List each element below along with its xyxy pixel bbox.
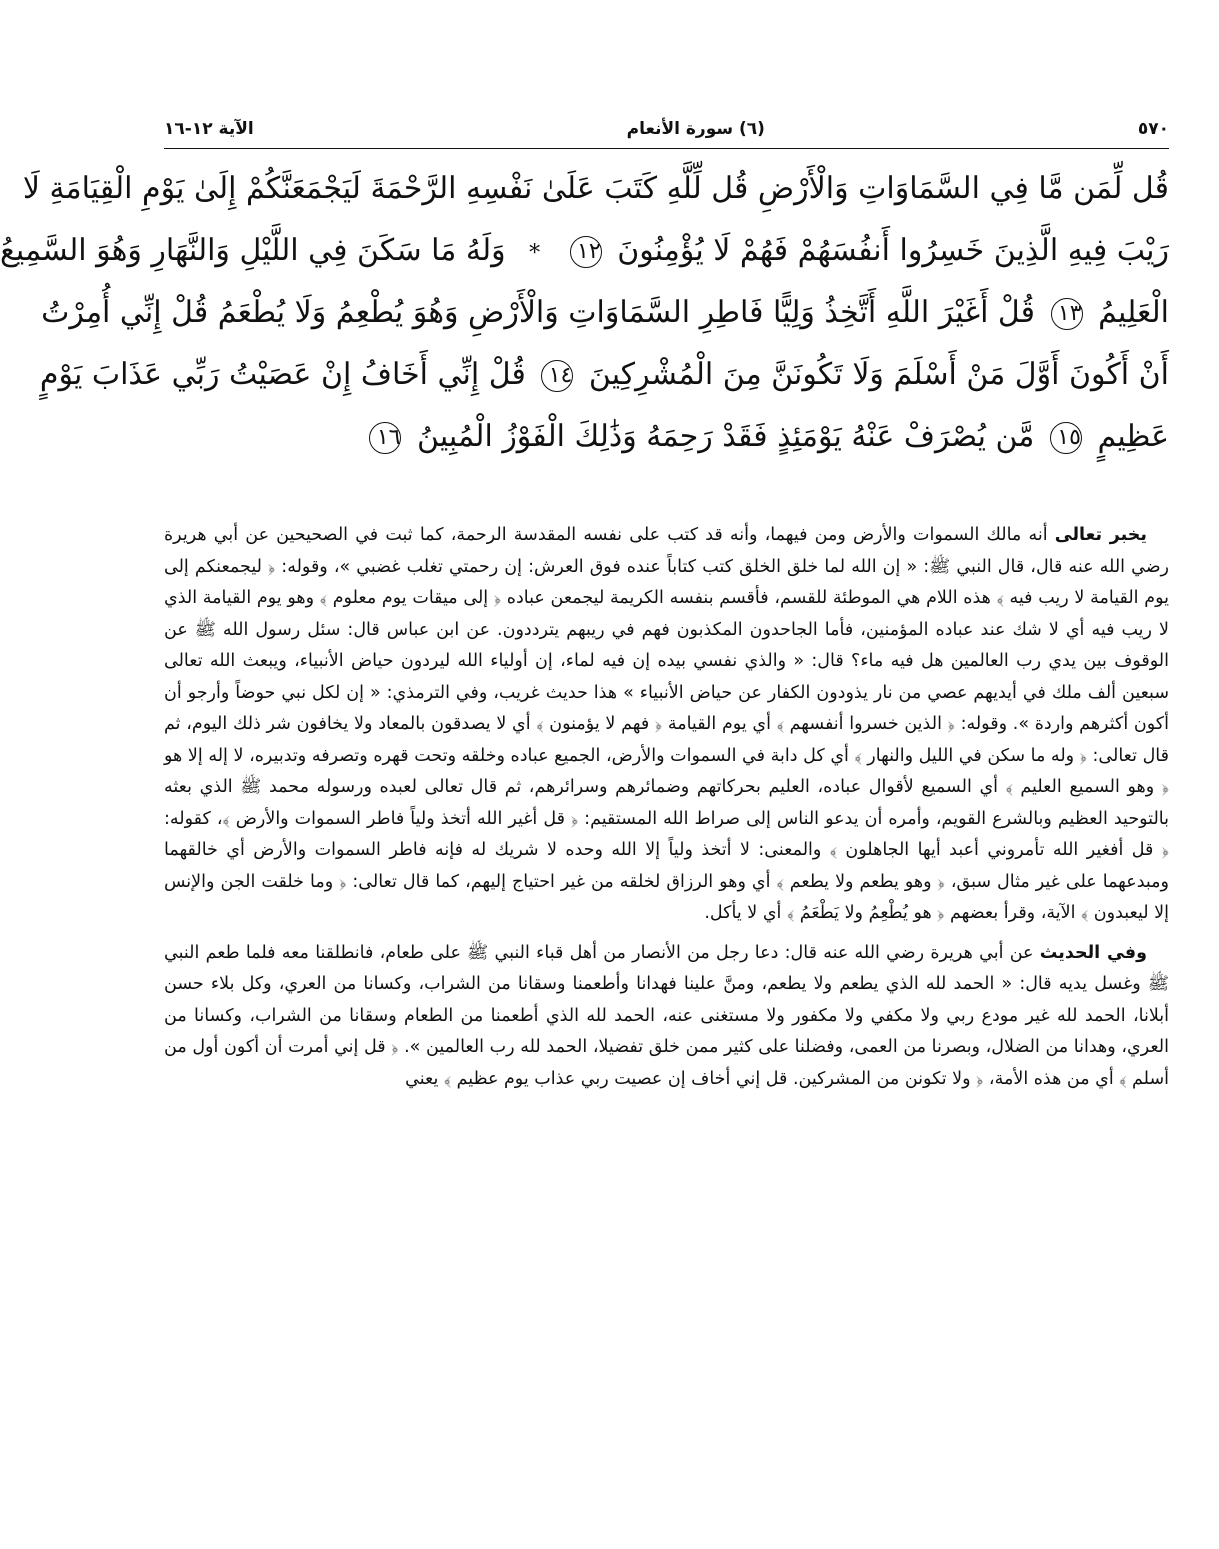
verse-text: قُلْ أَغَيْرَ اللَّهِ أَتَّخِذُ وَلِيًّا فَاطِرِ السَّمَاوَاتِ وَالْأَرْضِ وَهُوَ يُطْعِمُ وَلَا يُطْعَمُ قُلْ إِنِّي أُمِرْتُ [41,295,1035,330]
paragraph-lead: وفي الحديث [1039,942,1147,963]
commentary-paragraph [164,938,1169,1096]
verse-line-2 [0,220,1169,282]
verse-text: وَلَهُ مَا سَكَنَ فِي اللَّيْلِ وَالنَّهَارِ وَهُوَ السَّمِيعُ [0,233,506,268]
paragraph-lead: يخبر تعالى [1054,525,1147,545]
verse-range: الآية ١٢-١٦ [164,119,254,139]
page-header [164,112,1169,146]
quran-verses-block [0,158,1169,468]
section-star-icon: * [529,241,541,266]
verse-line-1 [22,158,1169,220]
verse-text: عَظِيمٍ [1097,419,1169,454]
verse-line-5 [164,406,1169,468]
commentary-paragraph [164,520,1169,930]
tafsir-commentary [164,520,1169,1103]
surah-title: (٦) سورة الأنعام [626,119,765,139]
verse-text: قُل لِّمَن مَّا فِي السَّمَاوَاتِ وَالْأَرْضِ قُل لِّلَّهِ كَتَبَ عَلَىٰ نَفْسِهِ الرَّحْمَةَ لَيَجْمَعَنَّكُمْ إِلَىٰ يَوْمِ الْقِيَامَةِ لَا [22,171,1169,206]
ayah-number-marker: ١٢ [570,236,602,268]
paragraph-text: أنه مالك السموات والأرض ومن فيهما، وأنه قد كتب على نفسه المقدسة الرحمة، كما ثبت في الصحيحين عن أبي هريرة رضي الله عنه قال، قال النبي ﷺ: « إن الله لما خلق الخلق كتب كتاباً عنده فوق العرش: إن رحمتي تغلب غضبي »، وقوله: ﴿ ليجمعنكم إلى يوم القيامة لا ريب فيه ﴾ هذه اللام هي الموطئة للقسم، فأقسم بنفسه الكريمة ليجمعن عباده ﴿ إلى ميقات يوم معلوم ﴾ وهو يوم القيامة الذي لا ريب فيه أي لا شك عند عباده المؤمنين، فأما الجاحدون المكذبون فهم في ريبهم يترددون. عن ابن عباس قال: سئل رسول الله ﷺ عن الوقوف بين يدي رب العالمين هل فيه ماء؟ قال: « والذي نفسي بيده إن فيه لماء، إن أولياء الله ليردون حياض الأنبياء، ويبعث الله تعالى سبعين ألف ملك في أيديهم عصي من نار يذودون الكفار عن حياض الأنبياء » هذا حديث غريب، وفي الترمذي: « إن لكل نبي حوضاً وأرجو أن أكون أكثرهم واردة ». وقوله: ﴿ الذين خسروا أنفسهم ﴾ أي يوم القيامة ﴿ فهم لا يؤمنون ﴾ أي لا يصدقون بالمعاد ولا يخافون شر ذلك اليوم، ثم قال تعالى: ﴿ وله ما سكن في الليل والنهار ﴾ أي كل دابة في السموات والأرض، الجميع عباده وخلقه وتحت قهره وتصرفه وتدبيره، لا إله إلا هو ﴿ وهو السميع العليم ﴾ أي السميع لأقوال عباده، العليم بحركاتهم وضمائرهم وسرائرهم، ثم قال تعالى لعبده ورسوله محمد ﷺ الذي بعثه بالتوحيد العظيم وبالشرع القويم، وأمره أن يدعو الناس إلى صراط الله المستقيم: ﴿ قل أغير الله أتخذ ولياً فاطر السموات والأرض ﴾، كقوله: ﴿ قل أفغير الله تأمروني أعبد أيها الجاهلون ﴾ والمعنى: لا أتخذ ولياً إلا الله وحده لا شريك له فإنه فاطر السموات والأرض أي خالقهما ومبدعهما على غير مثال سبق، ﴿ وهو يطعم ولا يطعم ﴾ أي وهو الرزاق لخلقه من غير احتياج إليهم، كما قال تعالى: ﴿ وما خلقت الجن والإنس إلا ليعبدون ﴾ الآية، وقرأ بعضهم ﴿ هو يُطْعِمُ ولا يَطْعَمُ ﴾ أي لا يأكل. [164,525,1169,923]
ayah-number-marker: ١٤ [541,360,573,392]
verse-text: أَنْ أَكُونَ أَوَّلَ مَنْ أَسْلَمَ وَلَا تَكُونَنَّ مِنَ الْمُشْرِكِينَ [588,357,1169,392]
verse-line-3 [41,282,1169,344]
ayah-number-marker: ١٦ [369,422,401,454]
ayah-number-marker: ١٣ [1051,298,1083,330]
verse-text: رَيْبَ فِيهِ الَّذِينَ خَسِرُوا أَنفُسَهُمْ فَهُمْ لَا يُؤْمِنُونَ [617,233,1169,268]
verse-text: مَّن يُصْرَفْ عَنْهُ يَوْمَئِذٍ فَقَدْ رَحِمَهُ وَذَٰلِكَ الْفَوْزُ الْمُبِينُ [417,419,1035,454]
header-divider [164,148,1169,149]
verse-text: قُلْ إِنِّي أَخَافُ إِنْ عَصَيْتُ رَبِّي عَذَابَ يَوْمٍ [39,357,526,392]
ayah-number-marker: ١٥ [1050,422,1082,454]
verse-text: الْعَلِيمُ [1098,295,1169,330]
verse-line-4 [39,344,1169,406]
page-number: ٥٧٠ [1137,119,1169,139]
paragraph-text: عن أبي هريرة رضي الله عنه قال: دعا رجل من الأنصار من أهل قباء النبي ﷺ على طعام، فانطلقنا معه فلما طعم النبي ﷺ وغسل يديه قال: « الحمد لله الذي يطعم ولا يطعم، ومنَّ علينا فهدانا وأطعمنا وسقانا من الشراب، وكسانا من العري، وكل بلاء حسن أبلانا، الحمد لله غير مودع ربي ولا مكفي ولا مكفور ولا مستغنى عنه، الحمد لله الذي أطعمنا من الطعام وسقانا من الشراب، وكسانا من العري، وهدانا من الضلال، وبصرنا من العمى، وفضلنا على كثير ممن خلق تفضيلا، الحمد لله رب العالمين ». ﴿ قل إني أمرت أن أكون أول من أسلم ﴾ أي من هذه الأمة، ﴿ ولا تكونن من المشركين. قل إني أخاف إن عصيت ربي عذاب يوم عظيم ﴾ يعني [164,942,1169,1089]
